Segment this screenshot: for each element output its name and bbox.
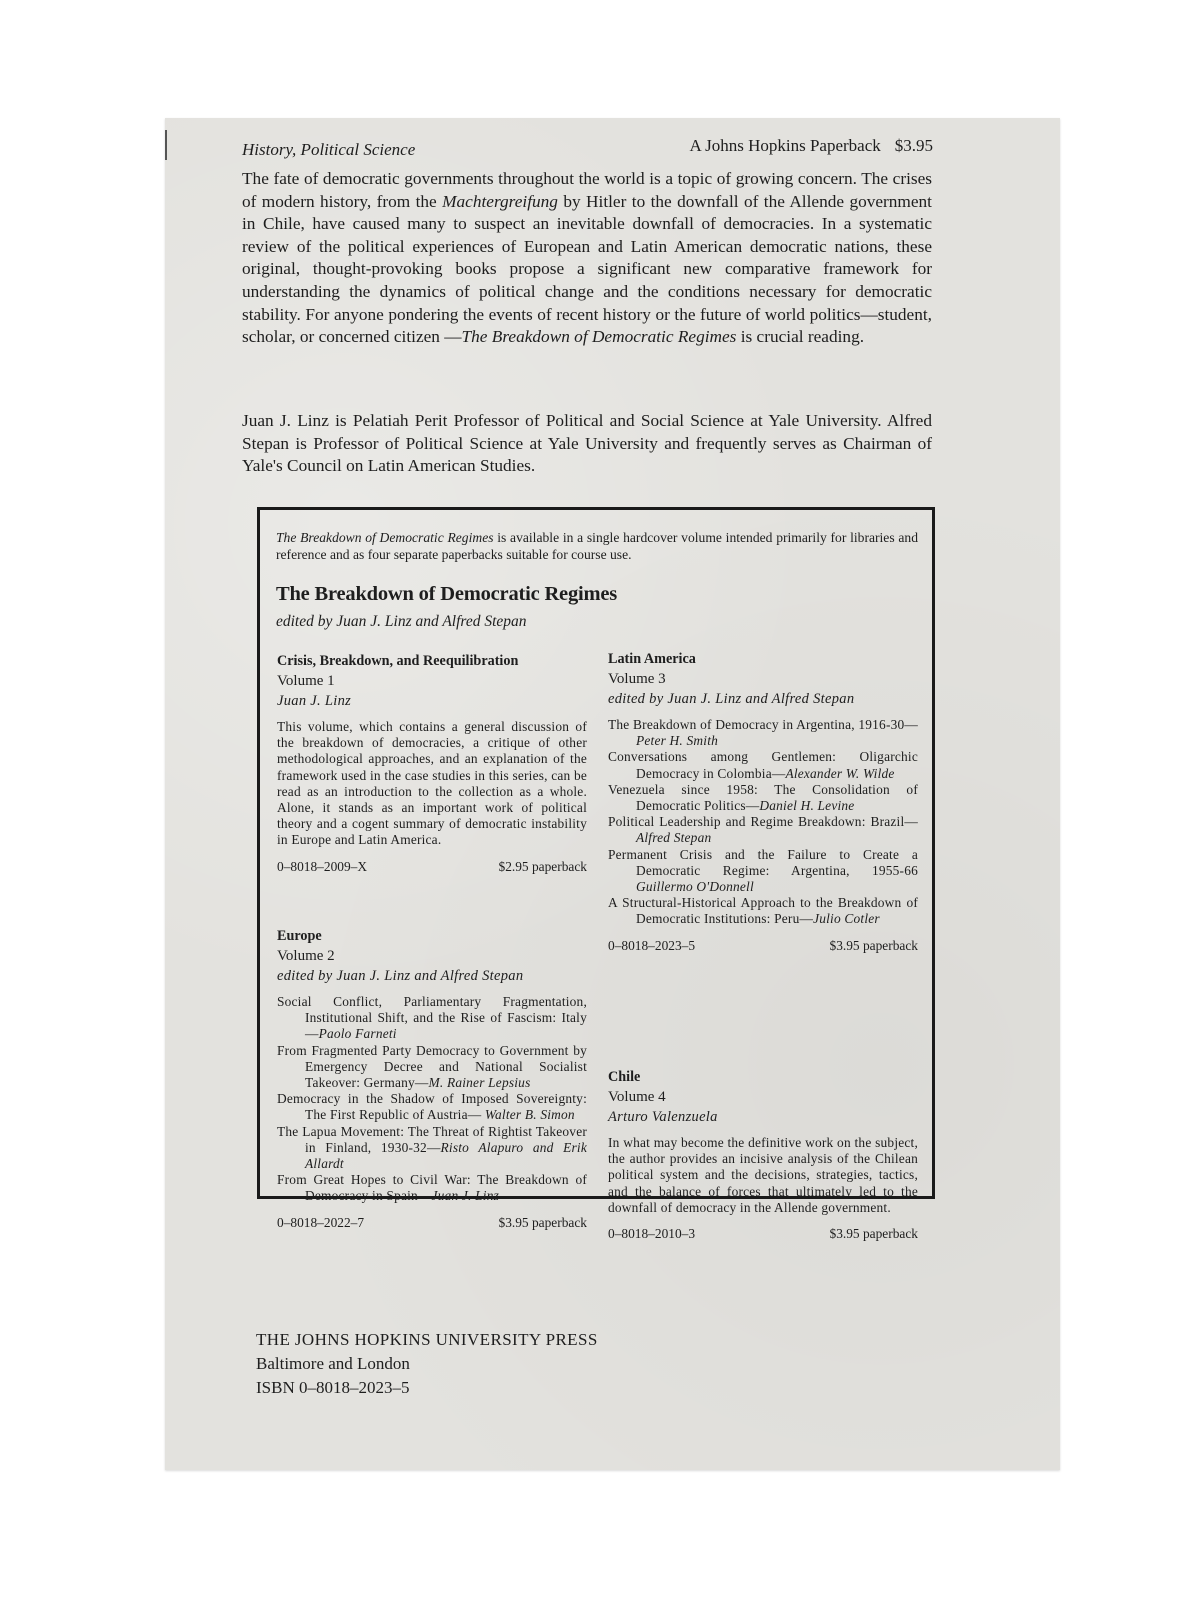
spine-crease bbox=[165, 130, 167, 160]
publisher-imprint bbox=[256, 1328, 598, 1400]
volume-price: $2.95 paperback bbox=[498, 858, 587, 874]
volume-title: Europe bbox=[277, 928, 322, 944]
volume-author: edited by Juan J. Linz and Alfred Stepan bbox=[277, 968, 524, 984]
series-editors: edited by Juan J. Linz and Alfred Stepan bbox=[276, 613, 527, 630]
cover-price: $3.95 bbox=[894, 136, 933, 155]
book-blurb bbox=[242, 168, 932, 349]
volume-isbn: 0–8018–2023–5 bbox=[608, 937, 696, 953]
volume-title: Latin America bbox=[608, 651, 696, 667]
chapter-item: A Structural-Historical Approach to the Breakdown of Democratic Institutions: Peru—Julio Cotler bbox=[608, 895, 918, 927]
chapter-list bbox=[608, 717, 918, 928]
volume-description: This volume, which contains a general discussion of the breakdown of democracies, a critique of other methodological approaches, and an explanation of the framework used in the case studies in this series, can be read as an introduction to the collection as a whole. Alone, it stands as an important work of political theory and a cogent summary of democratic instability in Europe and Latin America. bbox=[277, 719, 587, 848]
chapter-item: From Great Hopes to Civil War: The Breakdown of Democracy in Spain—Juan J. Linz bbox=[277, 1172, 587, 1204]
series-availability-note: The Breakdown of Democratic Regimes is available in a single hardcover volume intended primarily for libraries and reference and as four separate paperbacks suitable for course use. bbox=[276, 530, 918, 562]
volume-order-line bbox=[277, 859, 587, 875]
volume-isbn: 0–8018–2022–7 bbox=[277, 1214, 365, 1230]
volume-order-line bbox=[608, 938, 918, 954]
chapter-item: Political Leadership and Regime Breakdown: Brazil—Alfred Stepan bbox=[608, 814, 918, 846]
volume-author: Juan J. Linz bbox=[277, 693, 352, 709]
series-box bbox=[257, 507, 935, 1242]
volume-number: Volume 3 bbox=[608, 671, 666, 687]
chapter-item: The Breakdown of Democracy in Argentina, 1916-30—Peter H. Smith bbox=[608, 717, 918, 749]
chapter-item: The Lapua Movement: The Threat of Rightist Takeover in Finland, 1930-32—Risto Alapuro and Erik Allardt bbox=[277, 1123, 587, 1172]
volume-title: Chile bbox=[608, 1069, 641, 1085]
subject-category: History, Political Science bbox=[242, 140, 416, 159]
volume-price: $3.95 paperback bbox=[498, 1214, 587, 1230]
volume-number: Volume 4 bbox=[608, 1089, 666, 1105]
chapter-item: Permanent Crisis and the Failure to Create a Democratic Regime: Argentina, 1955-66 Guillermo O'Donnell bbox=[608, 846, 918, 895]
volume-isbn: 0–8018–2010–3 bbox=[608, 1226, 696, 1242]
volume-1 bbox=[277, 652, 587, 875]
volume-price: $3.95 paperback bbox=[829, 1226, 918, 1242]
book-back-cover bbox=[165, 118, 1060, 1470]
volume-author: edited by Juan J. Linz and Alfred Stepan bbox=[608, 691, 855, 707]
volume-order-line bbox=[277, 1215, 587, 1231]
volume-order-line bbox=[608, 1226, 918, 1242]
volume-price: $3.95 paperback bbox=[829, 937, 918, 953]
chapter-item: Democracy in the Shadow of Imposed Sovereignty: The First Republic of Austria— Walter B. Simon bbox=[277, 1091, 587, 1123]
volume-4 bbox=[608, 1068, 918, 1242]
book-isbn: ISBN 0–8018–2023–5 bbox=[256, 1378, 410, 1397]
volume-number: Volume 2 bbox=[277, 948, 335, 964]
press-name: THE JOHNS HOPKINS UNIVERSITY PRESS bbox=[256, 1330, 598, 1349]
volume-isbn: 0–8018–2009–X bbox=[277, 858, 368, 874]
chapter-item: From Fragmented Party Democracy to Government by Emergency Decree and National Socialist Takeover: Germany—M. Rainer Lepsius bbox=[277, 1042, 587, 1091]
volume-2 bbox=[277, 927, 587, 1231]
blurb-paragraph: The fate of democratic governments throughout the world is a topic of growing concern. The crises of modern history, from the Machtergreifung by Hitler to the downfall of the Allende government in Chile, have caused many to suspect an inevitable downfall of democracies. In a systematic review of the political experiences of European and Latin American democratic nations, these original, thought-provoking books propose a significant new comparative framework for understanding the dynamics of political change and the conditions necessary for democratic stability. For anyone pondering the events of recent history or the future of world politics—student, scholar, or concerned citizen —The Breakdown of Democratic Regimes is crucial reading. bbox=[242, 169, 932, 347]
chapter-item: Social Conflict, Parliamentary Fragmentation, Institutional Shift, and the Rise of Fascism: Italy—Paolo Farneti bbox=[277, 994, 587, 1042]
volume-title: Crisis, Breakdown, and Reequilibration bbox=[277, 653, 519, 669]
chapter-list bbox=[277, 994, 587, 1205]
series-title: The Breakdown of Democratic Regimes bbox=[276, 583, 618, 605]
volume-number: Volume 1 bbox=[277, 673, 335, 689]
volume-3 bbox=[608, 650, 918, 954]
editor-bio: Juan J. Linz is Pelatiah Perit Professor of Political and Social Science at Yale University. Alfred Stepan is Professor of Political Science at Yale University and frequently serves as Chairman of Yale's Council on Latin American Studies. bbox=[242, 411, 932, 476]
volume-description: In what may become the definitive work on the subject, the author provides an incisive analysis of the Chilean political system and the decisions, strategies, tactics, and the balance of forces that ultimately led to the downfall of democracy in the Allende government. bbox=[608, 1135, 918, 1215]
volume-author: Arturo Valenzuela bbox=[608, 1109, 718, 1125]
chapter-item: Venezuela since 1958: The Consolidation of Democratic Politics—Daniel H. Levine bbox=[608, 781, 918, 814]
cover-header bbox=[242, 136, 933, 160]
press-location: Baltimore and London bbox=[256, 1354, 410, 1373]
chapter-item: Conversations among Gentlemen: Oligarchic Democracy in Colombia—Alexander W. Wilde bbox=[608, 749, 918, 781]
publisher-line: A Johns Hopkins Paperback $3.95 bbox=[689, 136, 933, 155]
